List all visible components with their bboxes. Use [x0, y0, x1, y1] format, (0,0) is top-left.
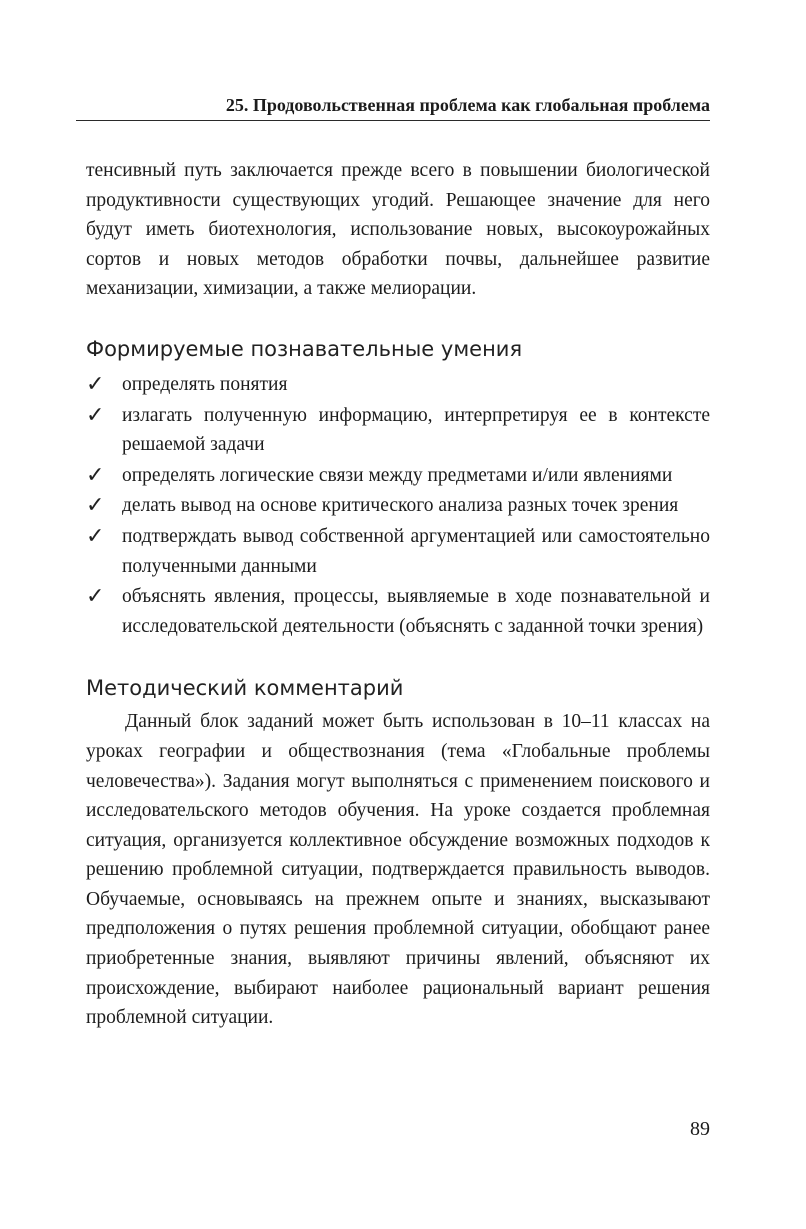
list-item-text: излагать полученную информацию, интерпретируя ее в контексте решаемой задачи	[122, 404, 710, 456]
page-number: 89	[690, 1118, 710, 1140]
skills-heading: Формируемые познавательные умения	[86, 336, 523, 361]
method-heading: Методический комментарий	[86, 676, 404, 701]
list-item	[86, 461, 710, 491]
list-item	[86, 401, 710, 460]
list-item	[86, 522, 710, 581]
checkmark-icon: ✓	[86, 402, 105, 428]
intro-paragraph: тенсивный путь заключается прежде всего в повышении биологической продуктивности существующих угодий. Решающее значение для него будут иметь биотехнология, использование новых, высокоурожайных сортов и новых методов обработки почвы, дальнейшее развитие механизации, химизации, а также мелиорации.	[86, 160, 710, 300]
list-item-text: делать вывод на основе критического анализа разных точек зрения	[122, 495, 679, 517]
list-item-text: подтверждать вывод собственной аргументацией или самостоятельно полученными данными	[122, 525, 710, 577]
checkmark-icon: ✓	[86, 584, 105, 610]
list-item-text: определять понятия	[122, 373, 288, 395]
list-item-text: объяснять явления, процессы, выявляемые в ходе познавательной и исследовательской деятельности (объяснять с заданной точки зрения)	[122, 586, 710, 637]
checkmark-icon: ✓	[86, 371, 105, 397]
running-header: 25. Продовольственная проблема как глобальная проблема	[76, 94, 710, 121]
page-content	[86, 156, 710, 1033]
list-item	[86, 370, 710, 400]
checkmark-icon: ✓	[86, 493, 105, 519]
method-paragraph: Данный блок заданий может быть использован в 10–11 классах на уроках географии и обществознания (тема «Глобальные проблемы человечества»). Задания могут выполняться с применением поискового и исследовательского методов обучения. На уроке создается проблемная ситуация, организуется коллективное обсуждение возможных подходов к решению проблемной ситуации, подтверждается правильность выводов. Обучаемые, основываясь на прежнем опыте и знаниях, высказывают предположения о путях решения проблемной ситуации, обобщают ранее приобретенные знания, выявляют причины явлений, объясняют их происхождение, выбирают наиболее рациональный вариант решения проблемной ситуации.	[86, 711, 710, 1029]
checkmark-icon: ✓	[86, 462, 105, 488]
list-item	[86, 491, 710, 521]
skills-list	[86, 370, 710, 641]
checkmark-icon: ✓	[86, 523, 105, 549]
list-item	[86, 582, 710, 641]
list-item-text: определять логические связи между предметами и/или явлениями	[122, 464, 673, 486]
